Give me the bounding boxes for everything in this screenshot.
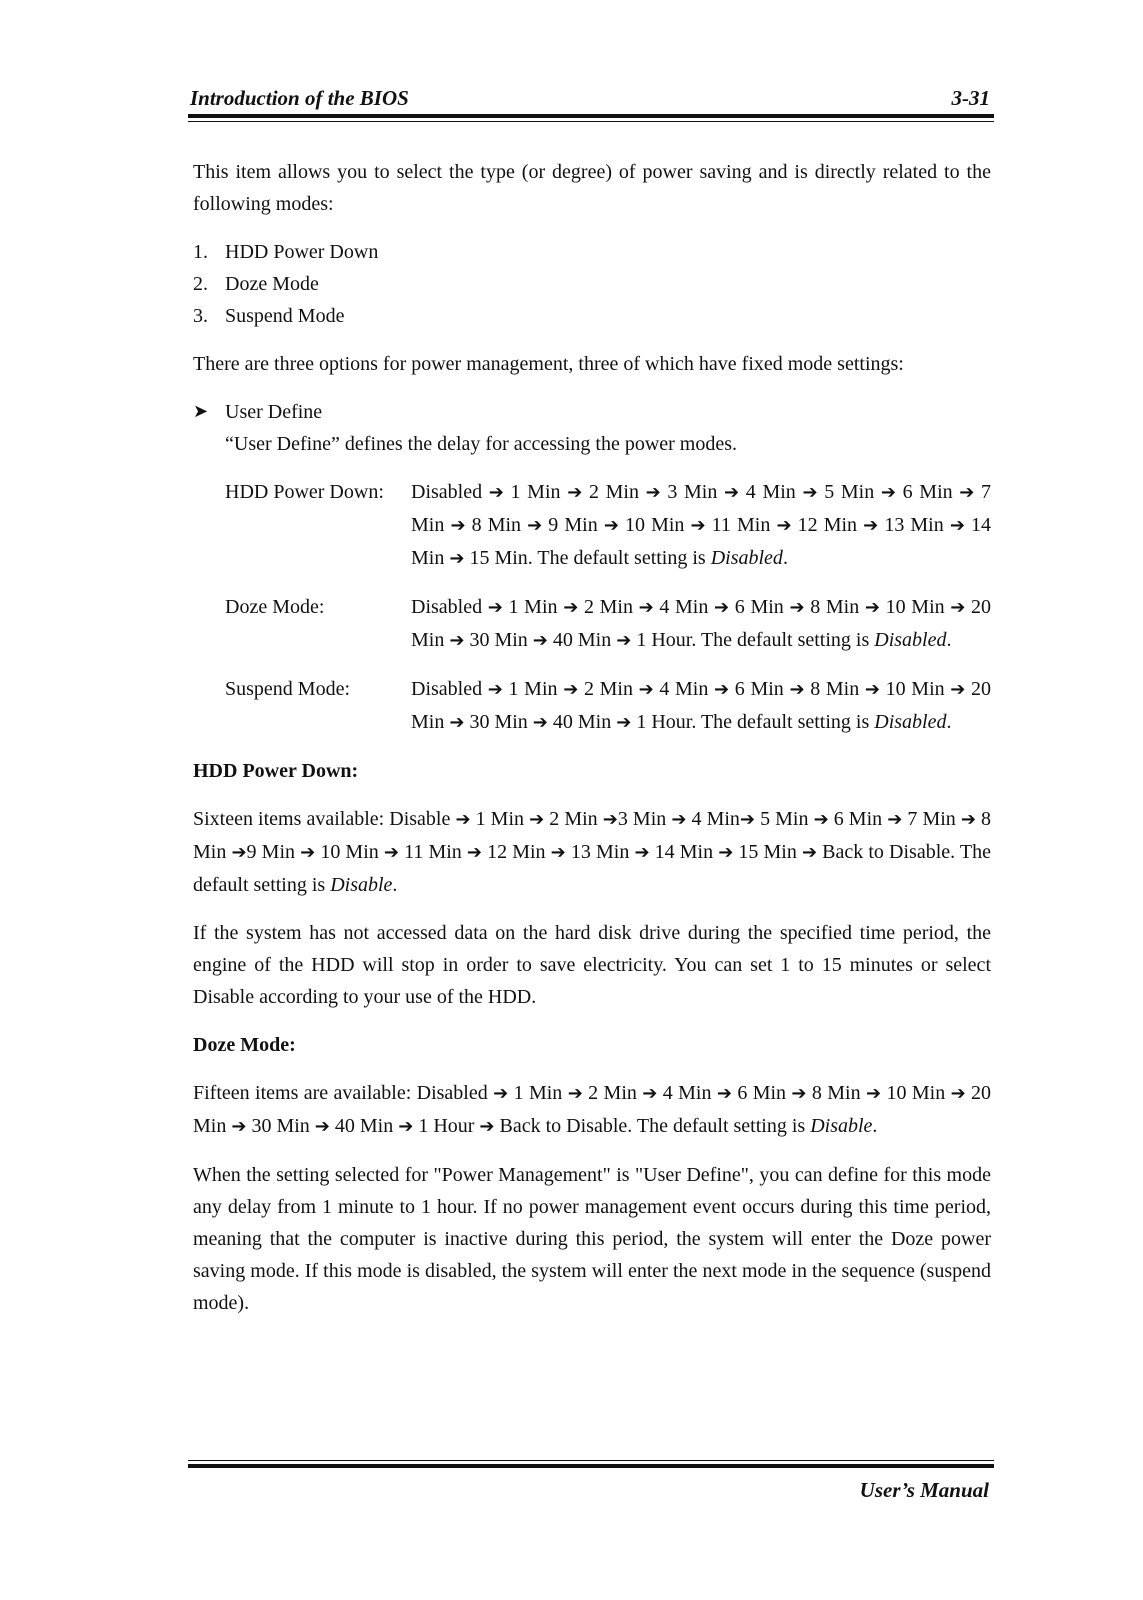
right-arrow-icon: ➔ bbox=[563, 597, 579, 618]
right-arrow-icon: ➔ bbox=[864, 679, 880, 700]
doze-section-heading: Doze Mode: bbox=[193, 1034, 296, 1056]
option-row-doze-mode bbox=[225, 591, 991, 657]
doze-items-default: Disable bbox=[810, 1115, 873, 1137]
list-item-label: Doze Mode bbox=[225, 273, 319, 295]
right-arrow-icon: ➔ bbox=[791, 1083, 807, 1104]
user-define-description: “User Define” defines the delay for accessing the power modes. bbox=[225, 433, 738, 455]
right-arrow-icon: ➔ bbox=[634, 842, 650, 863]
page-header bbox=[190, 86, 990, 112]
right-arrow-icon: ➔ bbox=[802, 482, 818, 503]
list-item bbox=[193, 300, 991, 332]
option-end: . bbox=[946, 711, 952, 733]
hdd-description-paragraph: If the system has not accessed data on the hard disk drive during the specified time period, the engine of the HDD will stop in order to save electricity. You can set 1 to 15 minutes or select Disable according to your use of the HDD. bbox=[193, 922, 991, 1008]
right-arrow-icon: ➔ bbox=[450, 515, 466, 536]
right-arrow-icon: ➔ bbox=[563, 679, 579, 700]
right-arrow-icon: ➔ bbox=[616, 630, 632, 651]
right-arrow-icon: ➔ bbox=[959, 482, 975, 503]
header-page-number: 3-31 bbox=[951, 86, 990, 110]
hdd-items-paragraph bbox=[193, 803, 991, 901]
option-row-suspend-mode bbox=[225, 673, 991, 739]
option-row-hdd-power-down bbox=[225, 476, 991, 575]
right-arrow-icon: ➔ bbox=[383, 842, 399, 863]
page-body bbox=[193, 156, 991, 1335]
right-arrow-icon: ➔ bbox=[813, 809, 829, 830]
option-end: . bbox=[946, 629, 952, 651]
option-default: Disabled bbox=[710, 547, 783, 569]
option-sequence: Disabled ➔ 1 Min ➔ 2 Min ➔ 3 Min ➔ 4 Min ➔ 5 Min ➔ 6 Min ➔ 7 Min ➔ 8 Min ➔ 9 Min ➔ 10 Min ➔ 11 Min ➔ 12 Min ➔ 13 Min ➔ 14 Min ➔ 15 Min. The default setting is bbox=[411, 481, 992, 569]
list-item-number: 1. bbox=[193, 241, 208, 263]
right-arrow-icon: ➔ bbox=[638, 597, 654, 618]
hdd-items-end: . bbox=[392, 874, 398, 896]
right-arrow-icon: ➔ bbox=[950, 597, 966, 618]
right-arrow-icon: ➔ bbox=[532, 712, 548, 733]
right-arrow-icon: ➔ bbox=[739, 809, 755, 830]
doze-items-paragraph bbox=[193, 1077, 991, 1143]
list-item-label: HDD Power Down bbox=[225, 241, 379, 263]
doze-items-sequence: Fifteen items are available: Disabled ➔ 1 Min ➔ 2 Min ➔ 4 Min ➔ 6 Min ➔ 8 Min ➔ 10 Min ➔ 20 Min ➔ 30 Min ➔ 40 Min ➔ 1 Hour ➔ Back to Disable. The default setting is bbox=[193, 1082, 992, 1137]
right-arrow-icon: ➔ bbox=[724, 482, 740, 503]
option-label: Suspend Mode: bbox=[225, 678, 350, 700]
right-arrow-icon: ➔ bbox=[529, 809, 545, 830]
doze-items-end: . bbox=[872, 1115, 878, 1137]
option-default: Disabled bbox=[874, 711, 947, 733]
header-title: Introduction of the BIOS bbox=[190, 86, 409, 110]
option-label: HDD Power Down: bbox=[225, 481, 384, 503]
right-arrow-icon: ➔ bbox=[716, 1083, 732, 1104]
right-arrow-icon: ➔ bbox=[864, 597, 880, 618]
list-item bbox=[193, 268, 991, 300]
right-arrow-icon: ➔ bbox=[789, 597, 805, 618]
right-arrow-icon: ➔ bbox=[231, 1116, 247, 1137]
intro-paragraph: This item allows you to select the type (or degree) of power saving and is directly related to the following modes: bbox=[193, 161, 991, 215]
right-arrow-icon: ➔ bbox=[455, 809, 471, 830]
right-arrow-icon: ➔ bbox=[493, 1083, 509, 1104]
right-arrow-icon: ➔ bbox=[950, 1083, 966, 1104]
list-item-number: 3. bbox=[193, 305, 208, 327]
right-arrow-icon: ➔ bbox=[638, 679, 654, 700]
right-arrow-icon: ➔ bbox=[880, 482, 896, 503]
option-label: Doze Mode: bbox=[225, 596, 325, 618]
right-arrow-icon: ➔ bbox=[866, 1083, 882, 1104]
right-arrow-icon: ➔ bbox=[949, 515, 965, 536]
footer-rule-thin bbox=[188, 1460, 994, 1461]
right-arrow-icon: ➔ bbox=[300, 842, 316, 863]
right-arrow-icon: ➔ bbox=[449, 630, 465, 651]
doze-description-paragraph: When the setting selected for "Power Management" is "User Define", you can define for this mode any delay from 1 minute to 1 hour. If no power management event occurs during this time period, meaning that the computer is inactive during this period, the system will enter the Doze power saving mode. If this mode is disabled, the system will enter the next mode in the sequence (suspend mode). bbox=[193, 1164, 991, 1314]
right-arrow-icon: ➔ bbox=[616, 712, 632, 733]
right-arrow-icon: ➔ bbox=[690, 515, 706, 536]
list-item-number: 2. bbox=[193, 273, 208, 295]
option-default: Disabled bbox=[874, 629, 947, 651]
option-end: . bbox=[782, 547, 788, 569]
right-arrow-icon: ➔ bbox=[231, 842, 247, 863]
right-arrow-icon: ➔ bbox=[449, 712, 465, 733]
header-rule-thick bbox=[188, 114, 994, 118]
right-arrow-icon: ➔ bbox=[398, 1116, 414, 1137]
right-arrow-icon: ➔ bbox=[776, 515, 792, 536]
right-arrow-icon: ➔ bbox=[642, 1083, 658, 1104]
right-arrow-icon: ➔ bbox=[567, 1083, 583, 1104]
option-values bbox=[411, 591, 991, 657]
right-arrow-icon: ➔ bbox=[950, 679, 966, 700]
options-intro-paragraph: There are three options for power management, three of which have fixed mode settings: bbox=[193, 353, 904, 375]
option-sequence: Disabled ➔ 1 Min ➔ 2 Min ➔ 4 Min ➔ 6 Min ➔ 8 Min ➔ 10 Min ➔ 20 Min ➔ 30 Min ➔ 40 Min ➔ 1 Hour. The default setting is bbox=[411, 596, 992, 651]
right-arrow-icon: ➔ bbox=[449, 548, 465, 569]
hdd-items-sequence: Sixteen items available: Disable ➔ 1 Min ➔ 2 Min ➔3 Min ➔ 4 Min➔ 5 Min ➔ 6 Min ➔ 7 Min ➔ 8 Min ➔9 Min ➔ 10 Min ➔ 11 Min ➔ 12 Min ➔ 13 Min ➔ 14 Min ➔ 15 Min ➔ Back to Disable. The default setting is bbox=[193, 808, 992, 896]
right-arrow-icon: ➔ bbox=[487, 597, 503, 618]
footer-rule-thick bbox=[188, 1464, 994, 1468]
header-rule-thin bbox=[188, 121, 994, 122]
right-arrow-icon: ➔ bbox=[603, 515, 619, 536]
footer-text: User’s Manual bbox=[859, 1478, 989, 1502]
right-arrow-icon: ➔ bbox=[960, 809, 976, 830]
right-arrow-icon: ➔ bbox=[314, 1116, 330, 1137]
option-values bbox=[411, 476, 991, 575]
right-arrow-icon: ➔ bbox=[602, 809, 618, 830]
right-arrow-icon: ➔ bbox=[714, 597, 730, 618]
right-arrow-icon: ➔ bbox=[479, 1116, 495, 1137]
arrowhead-bullet-icon: ➤ bbox=[193, 401, 209, 422]
right-arrow-icon: ➔ bbox=[466, 842, 482, 863]
user-define-bullet-row bbox=[193, 396, 991, 428]
right-arrow-icon: ➔ bbox=[550, 842, 566, 863]
right-arrow-icon: ➔ bbox=[789, 679, 805, 700]
list-item-label: Suspend Mode bbox=[225, 305, 345, 327]
right-arrow-icon: ➔ bbox=[645, 482, 661, 503]
hdd-items-default: Disable bbox=[330, 874, 393, 896]
option-values bbox=[411, 673, 991, 739]
user-define-title: User Define bbox=[225, 401, 323, 423]
list-item bbox=[193, 236, 991, 268]
right-arrow-icon: ➔ bbox=[532, 630, 548, 651]
right-arrow-icon: ➔ bbox=[488, 482, 504, 503]
right-arrow-icon: ➔ bbox=[863, 515, 879, 536]
right-arrow-icon: ➔ bbox=[487, 679, 503, 700]
modes-list bbox=[193, 236, 991, 332]
hdd-section-heading: HDD Power Down: bbox=[193, 760, 359, 782]
right-arrow-icon: ➔ bbox=[718, 842, 734, 863]
right-arrow-icon: ➔ bbox=[567, 482, 583, 503]
right-arrow-icon: ➔ bbox=[714, 679, 730, 700]
right-arrow-icon: ➔ bbox=[887, 809, 903, 830]
right-arrow-icon: ➔ bbox=[527, 515, 543, 536]
right-arrow-icon: ➔ bbox=[671, 809, 687, 830]
right-arrow-icon: ➔ bbox=[801, 842, 818, 863]
option-sequence: Disabled ➔ 1 Min ➔ 2 Min ➔ 4 Min ➔ 6 Min ➔ 8 Min ➔ 10 Min ➔ 20 Min ➔ 30 Min ➔ 40 Min ➔ 1 Hour. The default setting is bbox=[411, 678, 992, 733]
